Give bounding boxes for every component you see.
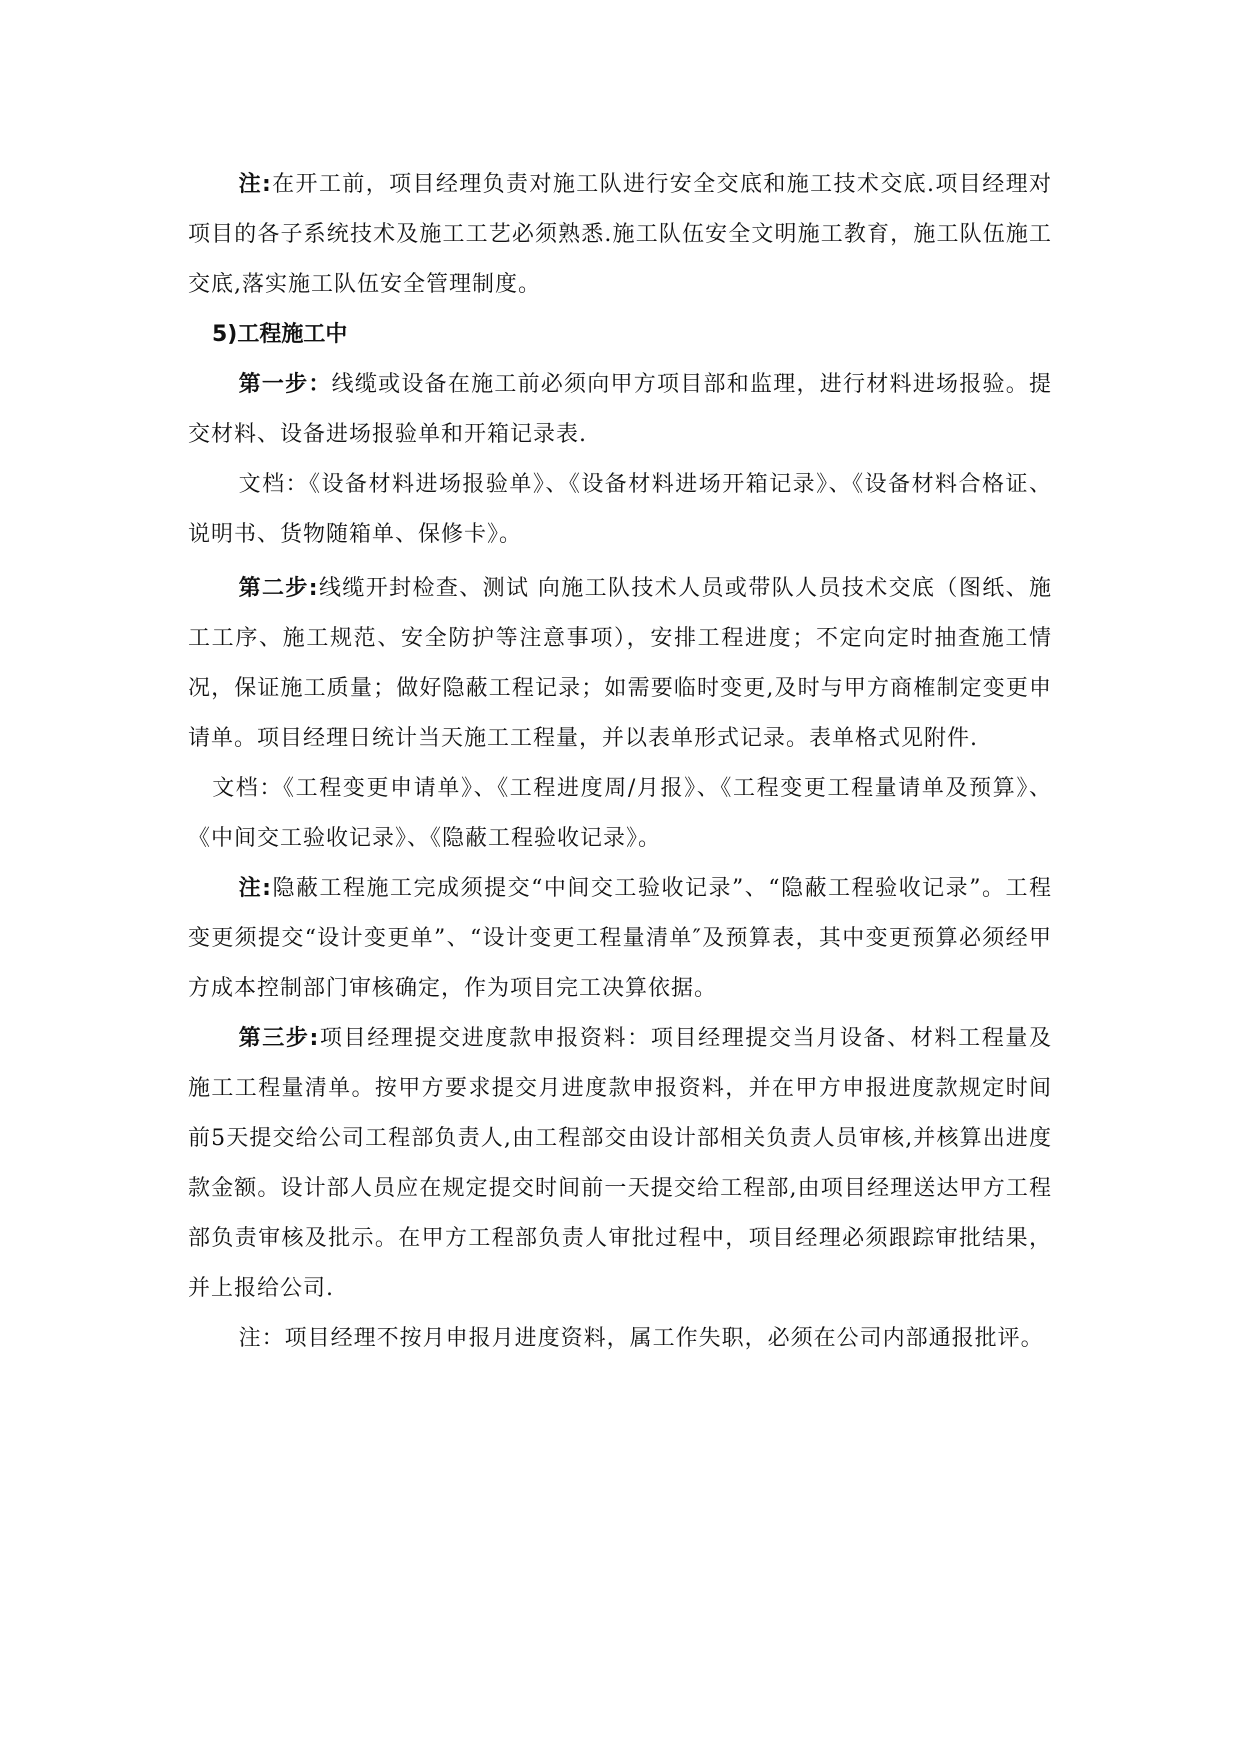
step-3-label: 第三步: [238,1026,320,1051]
note-text: 在开工前，项目经理负责对施工队进行安全交底和施工技术交底.项目经理对项目的各子系统技术及施工工艺必须熟悉.施工队伍安全文明施工教育，施工队伍施工交底,落实施工队伍安全管理制度。 [188,172,1052,297]
step-3-paragraph [188,1014,1052,1314]
note-paragraph-3: 注：项目经理不按月申报月进度资料，属工作失职，必须在公司内部通报批评。 [238,1326,1044,1351]
note-text-2: 隐蔽工程施工完成须提交“中间交工验收记录”、“隐蔽工程验收记录”。工程变更须提交“设计变更单”、“设计变更工程量清单″及预算表，其中变更预算必须经甲方成本控制部门审核确定，作为项目完工决算依据。 [188,876,1052,1001]
note-label: 注: [238,172,272,197]
document-page [188,160,1052,1364]
documents-paragraph-1: 文档：《设备材料进场报验单》、《设备材料进场开箱记录》、《设备材料合格证、说明书、货物随箱单、保修卡》。 [188,472,1052,547]
step-2-paragraph [188,564,1052,764]
step-2-label: 第二步: [238,576,319,601]
note-paragraph-2 [188,864,1052,1014]
note-label-2: 注: [238,876,272,901]
step-3-text: 项目经理提交进度款申报资料：项目经理提交当月设备、材料工程量及施工工程量清单。按甲方要求提交月进度款申报资料，并在甲方申报进度款规定时间前5天提交给公司工程部负责人,由工程部交由设计部相关负责人员审核,并核算出进度款金额。设计部人员应在规定提交时间前一天提交给工程部,由项目经理送达甲方工程部负责审核及批示。在甲方工程部负责人审批过程中，项目经理必须跟踪审批结果，并上报给公司. [188,1026,1052,1301]
note-paragraph-1 [188,160,1052,310]
step-1-text: 线缆或设备在施工前必须向甲方项目部和监理，进行材料进场报验。提交材料、设备进场报验单和开箱记录表. [188,372,1052,447]
step-2-text: 线缆开封检查、测试 向施工队技术人员或带队人员技术交底（图纸、施工工序、施工规范、安全防护等注意事项），安排工程进度；不定向定时抽查施工情况，保证施工质量；做好隐蔽工程记录；如需要临时变更,及时与甲方商榷制定变更申请单。项目经理日统计当天施工工程量，并以表单形式记录。表单格式见附件. [188,576,1052,751]
section-heading: 5)工程施工中 [212,322,348,347]
step-1-paragraph [188,360,1052,460]
documents-paragraph-2: 文档：《工程变更申请单》、《工程进度周/月报》、《工程变更工程量请单及预算》、《中间交工验收记录》、《隐蔽工程验收记录》。 [188,776,1052,851]
step-1-label: 第一步： [238,372,332,397]
